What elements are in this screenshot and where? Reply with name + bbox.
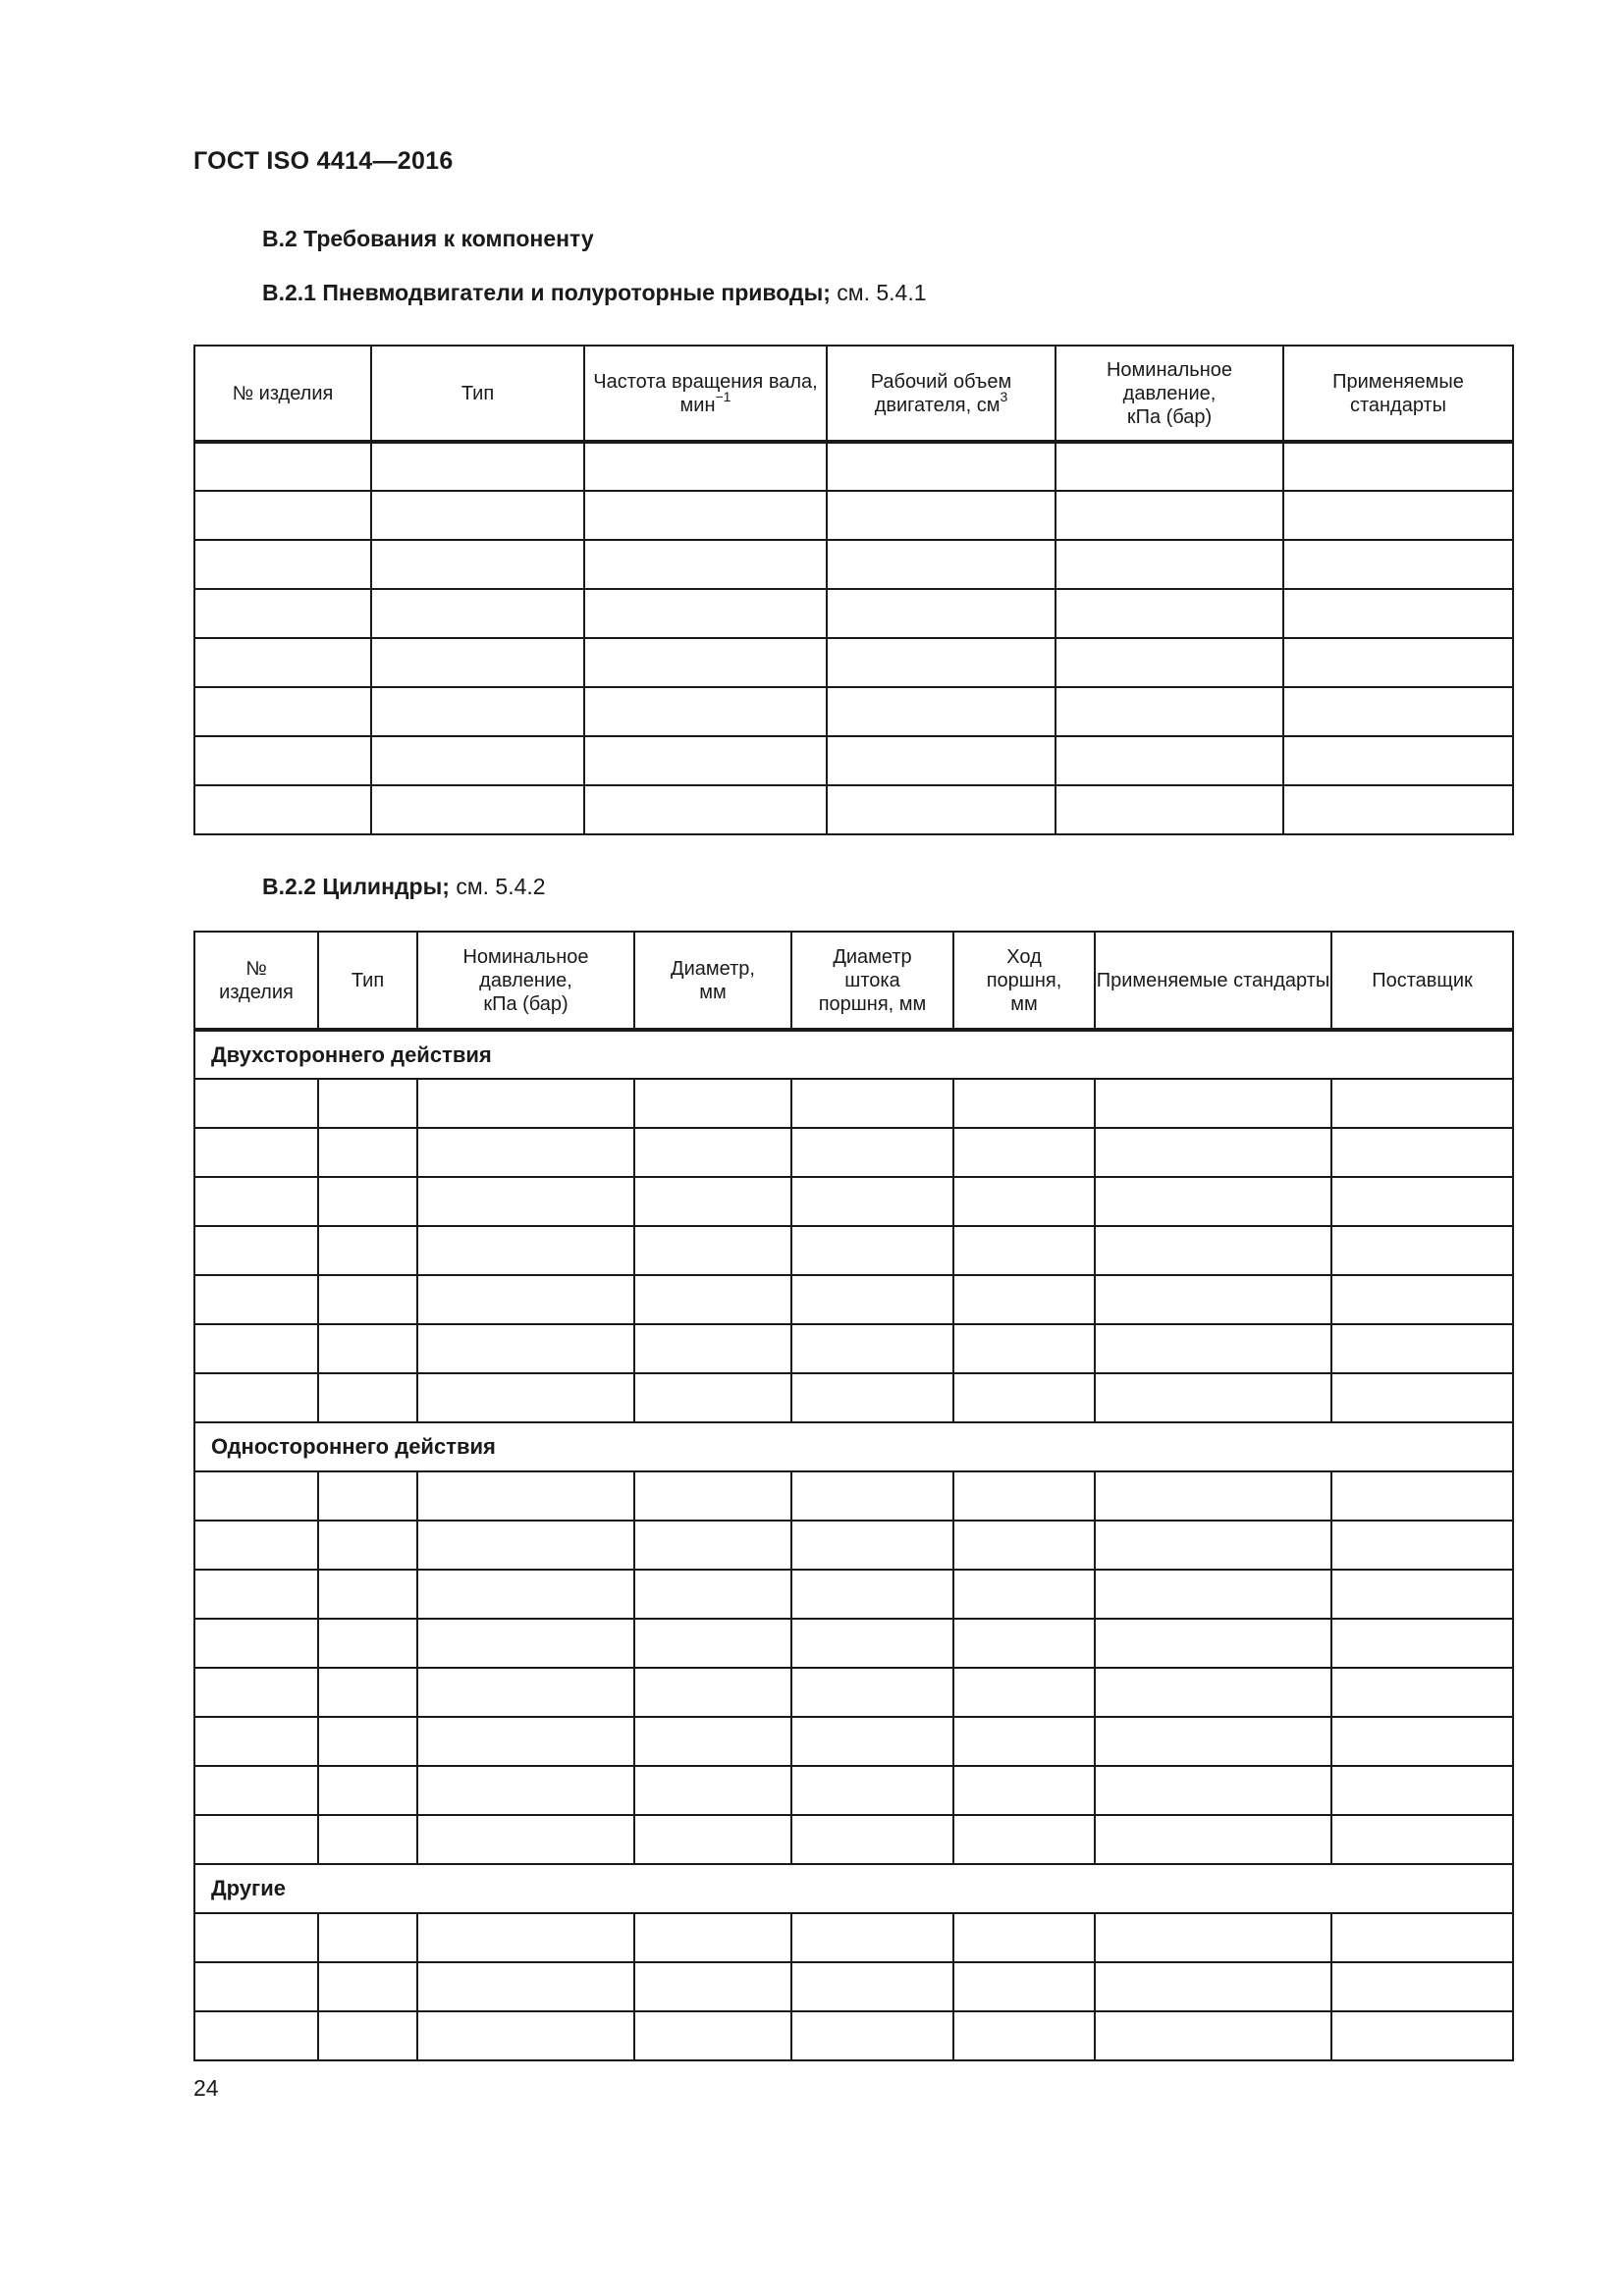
table-cell [417, 1717, 634, 1766]
item-no-line2: изделия [219, 981, 294, 1003]
col-header-volume [827, 346, 1056, 442]
table-cell [1283, 589, 1513, 638]
cylinders-header-row [194, 932, 1513, 1030]
table-cell [194, 1128, 318, 1177]
table-cell [791, 1471, 953, 1521]
table-cell [194, 491, 371, 540]
table-cell [194, 1275, 318, 1324]
cylinders-table [193, 931, 1514, 2061]
table-cell [953, 1619, 1095, 1668]
table-cell [953, 1128, 1095, 1177]
table-cell [417, 1913, 634, 1962]
table-cell [194, 1913, 318, 1962]
table-cell [827, 491, 1056, 540]
table-row [194, 540, 1513, 589]
table-cell [1283, 540, 1513, 589]
table-cell [1095, 1471, 1331, 1521]
table-cell [1056, 736, 1283, 785]
table-cell [1283, 442, 1513, 491]
stroke-line2: поршня, [986, 969, 1062, 991]
table-cell [318, 1815, 417, 1864]
cylinders-heading-text: Цилиндры; [322, 874, 450, 899]
table-cell [318, 1913, 417, 1962]
col-header-rod-diameter [791, 932, 953, 1030]
table-row [194, 1619, 1513, 1668]
table-row [194, 736, 1513, 785]
table-cell [791, 1619, 953, 1668]
section-title: В.2 Требования к компоненту [262, 226, 594, 251]
table-cell [634, 1766, 791, 1815]
table-row [194, 1913, 1513, 1962]
table-cell [318, 1226, 417, 1275]
table-cell [791, 1128, 953, 1177]
table-cell [791, 1815, 953, 1864]
table-cell [584, 638, 827, 687]
table-cell [953, 1521, 1095, 1570]
table-cell [1095, 1521, 1331, 1570]
table-cell [194, 1668, 318, 1717]
table-cell [371, 687, 584, 736]
table-cell [1331, 1668, 1513, 1717]
table-cell [634, 1570, 791, 1619]
col-header-item-no [194, 932, 318, 1030]
table-cell [417, 2011, 634, 2060]
col-header-item-no: № изделия [194, 346, 371, 442]
table-cell [827, 589, 1056, 638]
table-cell [371, 540, 584, 589]
table-row [194, 2011, 1513, 2060]
table-cell [194, 589, 371, 638]
table-row [194, 589, 1513, 638]
table-cell [584, 442, 827, 491]
table-cell [417, 1570, 634, 1619]
table-cell [417, 1471, 634, 1521]
table-row [194, 785, 1513, 834]
table-cell [827, 785, 1056, 834]
table-cell [371, 589, 584, 638]
table-cell [634, 1717, 791, 1766]
table-cell [953, 2011, 1095, 2060]
motors-heading-text: Пневмодвигатели и полуроторные приводы; [322, 280, 831, 305]
table-cell [1331, 2011, 1513, 2060]
table-row [194, 1521, 1513, 1570]
group-row [194, 1030, 1513, 1079]
stroke-line1: Ход [1006, 945, 1042, 968]
motors-header-row [194, 346, 1513, 442]
table-cell [1056, 638, 1283, 687]
pressure-line3: кПа (бар) [483, 992, 568, 1015]
table-cell [417, 1373, 634, 1422]
table-cell [318, 1668, 417, 1717]
rod-line2: штока [844, 969, 900, 991]
table-row [194, 442, 1513, 491]
table-row [194, 1668, 1513, 1717]
table-cell [791, 1668, 953, 1717]
table-cell [791, 1177, 953, 1226]
table-cell [371, 736, 584, 785]
table-cell [791, 2011, 953, 2060]
motors-heading-ref: см. 5.4.1 [837, 280, 927, 305]
col-header-pressure [1056, 346, 1283, 442]
table-cell [194, 540, 371, 589]
motors-heading-number: В.2.1 [262, 280, 316, 305]
table-cell [318, 1373, 417, 1422]
rod-line3: поршня, мм [818, 992, 927, 1015]
table-cell [1095, 1324, 1331, 1373]
table-cell [194, 785, 371, 834]
table-cell [1283, 687, 1513, 736]
table-cell [194, 1079, 318, 1128]
table-row [194, 1717, 1513, 1766]
table-cell [634, 1962, 791, 2011]
table-cell [194, 736, 371, 785]
table-cell [1331, 1324, 1513, 1373]
table-cell [1095, 1668, 1331, 1717]
col-header-rotation [584, 346, 827, 442]
table-cell [1056, 785, 1283, 834]
table-row [194, 1570, 1513, 1619]
table-cell [1331, 1619, 1513, 1668]
group-label: Другие [194, 1864, 1513, 1913]
table-cell [318, 1177, 417, 1226]
table-cell [634, 1619, 791, 1668]
table-cell [791, 1766, 953, 1815]
table-cell [634, 1913, 791, 1962]
table-cell [953, 1324, 1095, 1373]
table-cell [953, 1570, 1095, 1619]
table-cell [791, 1275, 953, 1324]
motors-table-body [194, 442, 1513, 834]
table-cell [953, 1471, 1095, 1521]
table-row [194, 638, 1513, 687]
table-cell [1095, 1079, 1331, 1128]
table-cell [417, 1962, 634, 2011]
pressure-line1: Номинальное [462, 945, 589, 968]
table-row [194, 1962, 1513, 2011]
table-cell [318, 1471, 417, 1521]
table-cell [791, 1717, 953, 1766]
table-cell [318, 1962, 417, 2011]
motors-heading [262, 280, 927, 306]
table-cell [194, 1766, 318, 1815]
table-cell [1095, 2011, 1331, 2060]
table-row [194, 1226, 1513, 1275]
table-cell [634, 1373, 791, 1422]
volume-label: Рабочий объем двигателя, см [870, 370, 1012, 416]
table-cell [194, 1619, 318, 1668]
table-cell [1095, 1619, 1331, 1668]
pressure-line2: давление, [1122, 382, 1217, 404]
table-cell [417, 1668, 634, 1717]
table-cell [1283, 785, 1513, 834]
table-cell [371, 491, 584, 540]
table-cell [417, 1079, 634, 1128]
table-row [194, 687, 1513, 736]
pressure-line1: Номинальное [1106, 358, 1233, 381]
col-header-standards: Применяемые стандарты [1283, 346, 1513, 442]
table-cell [417, 1766, 634, 1815]
table-row [194, 1324, 1513, 1373]
table-row [194, 1275, 1513, 1324]
table-cell [194, 1962, 318, 2011]
pressure-line2: давление, [479, 969, 572, 991]
diameter-line2: мм [699, 981, 727, 1003]
col-header-supplier: Поставщик [1331, 932, 1513, 1030]
table-cell [1095, 1373, 1331, 1422]
table-cell [827, 638, 1056, 687]
table-cell [634, 1815, 791, 1864]
table-cell [953, 1373, 1095, 1422]
table-cell [318, 1766, 417, 1815]
table-cell [953, 1913, 1095, 1962]
table-cell [371, 638, 584, 687]
col-header-standards: Применяемые стандарты [1095, 932, 1331, 1030]
table-cell [1331, 1570, 1513, 1619]
table-cell [1095, 1717, 1331, 1766]
table-cell [194, 1373, 318, 1422]
table-cell [953, 1766, 1095, 1815]
table-cell [1331, 1962, 1513, 2011]
table-cell [791, 1913, 953, 1962]
table-row [194, 1471, 1513, 1521]
table-cell [417, 1521, 634, 1570]
table-cell [584, 736, 827, 785]
table-cell [1331, 1815, 1513, 1864]
table-cell [827, 442, 1056, 491]
table-cell [371, 785, 584, 834]
table-cell [634, 1226, 791, 1275]
table-cell [417, 1128, 634, 1177]
table-cell [953, 1717, 1095, 1766]
col-header-pressure [417, 932, 634, 1030]
pressure-line3: кПа (бар) [1126, 405, 1213, 428]
group-label: Двухстороннего действия [194, 1030, 1513, 1079]
table-cell [584, 589, 827, 638]
group-row [194, 1422, 1513, 1471]
stroke-line3: мм [1010, 992, 1038, 1015]
table-cell [584, 687, 827, 736]
table-cell [194, 2011, 318, 2060]
table-cell [791, 1324, 953, 1373]
col-header-stroke [953, 932, 1095, 1030]
table-cell [584, 540, 827, 589]
table-cell [318, 2011, 417, 2060]
table-cell [1095, 1128, 1331, 1177]
table-cell [194, 1324, 318, 1373]
table-cell [194, 1226, 318, 1275]
col-header-type: Тип [318, 932, 417, 1030]
table-cell [953, 1226, 1095, 1275]
table-cell [318, 1619, 417, 1668]
table-cell [417, 1324, 634, 1373]
cylinders-table-body [194, 1030, 1513, 2060]
table-cell [194, 442, 371, 491]
table-cell [1331, 1913, 1513, 1962]
table-cell [318, 1275, 417, 1324]
table-cell [371, 442, 584, 491]
table-cell [1331, 1521, 1513, 1570]
table-cell [634, 1521, 791, 1570]
table-cell [194, 687, 371, 736]
document-title: ГОСТ ISO 4414—2016 [193, 147, 454, 175]
table-cell [634, 1275, 791, 1324]
cylinders-heading-number: В.2.2 [262, 874, 316, 899]
col-header-diameter [634, 932, 791, 1030]
volume-exponent: 3 [1000, 388, 1008, 404]
motors-table [193, 345, 1514, 835]
table-cell [634, 1471, 791, 1521]
item-no-line1: № [245, 957, 267, 980]
table-cell [1095, 1275, 1331, 1324]
table-cell [1056, 491, 1283, 540]
table-cell [1095, 1226, 1331, 1275]
table-cell [194, 1471, 318, 1521]
table-cell [1056, 540, 1283, 589]
table-cell [1283, 638, 1513, 687]
table-cell [634, 1177, 791, 1226]
col-header-type: Тип [371, 346, 584, 442]
table-cell [1331, 1128, 1513, 1177]
table-cell [791, 1962, 953, 2011]
table-cell [584, 491, 827, 540]
table-cell [1331, 1717, 1513, 1766]
table-cell [791, 1373, 953, 1422]
table-cell [634, 1324, 791, 1373]
rod-line1: Диаметр [833, 945, 912, 968]
table-cell [634, 1079, 791, 1128]
table-cell [194, 1570, 318, 1619]
table-cell [634, 1128, 791, 1177]
table-cell [1283, 491, 1513, 540]
table-cell [791, 1521, 953, 1570]
table-cell [827, 687, 1056, 736]
table-cell [1331, 1471, 1513, 1521]
table-cell [194, 638, 371, 687]
diameter-line1: Диаметр, [671, 957, 755, 980]
table-cell [417, 1619, 634, 1668]
table-cell [1095, 1177, 1331, 1226]
table-row [194, 1373, 1513, 1422]
table-cell [417, 1815, 634, 1864]
table-cell [634, 2011, 791, 2060]
table-cell [194, 1521, 318, 1570]
table-row [194, 491, 1513, 540]
table-cell [953, 1275, 1095, 1324]
table-cell [1331, 1226, 1513, 1275]
table-cell [827, 540, 1056, 589]
table-cell [953, 1668, 1095, 1717]
table-row [194, 1177, 1513, 1226]
rotation-label: Частота вращения вала, мин [593, 370, 818, 416]
table-cell [194, 1177, 318, 1226]
table-cell [194, 1717, 318, 1766]
table-cell [953, 1962, 1095, 2011]
table-cell [827, 736, 1056, 785]
table-cell [791, 1079, 953, 1128]
table-cell [318, 1324, 417, 1373]
table-cell [318, 1521, 417, 1570]
table-cell [1331, 1177, 1513, 1226]
cylinders-heading [262, 874, 546, 900]
table-cell [194, 1815, 318, 1864]
table-cell [1095, 1766, 1331, 1815]
group-row [194, 1864, 1513, 1913]
table-cell [1056, 687, 1283, 736]
table-cell [1095, 1570, 1331, 1619]
table-cell [953, 1815, 1095, 1864]
table-row [194, 1815, 1513, 1864]
table-cell [1056, 589, 1283, 638]
table-cell [584, 785, 827, 834]
table-cell [318, 1079, 417, 1128]
table-row [194, 1079, 1513, 1128]
table-cell [1056, 442, 1283, 491]
table-cell [318, 1570, 417, 1619]
table-cell [1331, 1373, 1513, 1422]
table-row [194, 1766, 1513, 1815]
table-cell [1331, 1275, 1513, 1324]
group-label: Одностороннего действия [194, 1422, 1513, 1471]
table-cell [1331, 1079, 1513, 1128]
table-cell [1095, 1815, 1331, 1864]
table-cell [417, 1226, 634, 1275]
table-cell [417, 1177, 634, 1226]
table-cell [1331, 1766, 1513, 1815]
table-row [194, 1128, 1513, 1177]
table-cell [953, 1079, 1095, 1128]
table-cell [318, 1717, 417, 1766]
cylinders-heading-ref: см. 5.4.2 [456, 874, 546, 899]
table-cell [1283, 736, 1513, 785]
table-cell [953, 1177, 1095, 1226]
page-number: 24 [193, 2075, 219, 2101]
rotation-exponent: −1 [715, 388, 731, 404]
table-cell [417, 1275, 634, 1324]
table-cell [1095, 1913, 1331, 1962]
table-cell [634, 1668, 791, 1717]
table-cell [318, 1128, 417, 1177]
table-cell [791, 1226, 953, 1275]
table-cell [1095, 1962, 1331, 2011]
table-cell [791, 1570, 953, 1619]
